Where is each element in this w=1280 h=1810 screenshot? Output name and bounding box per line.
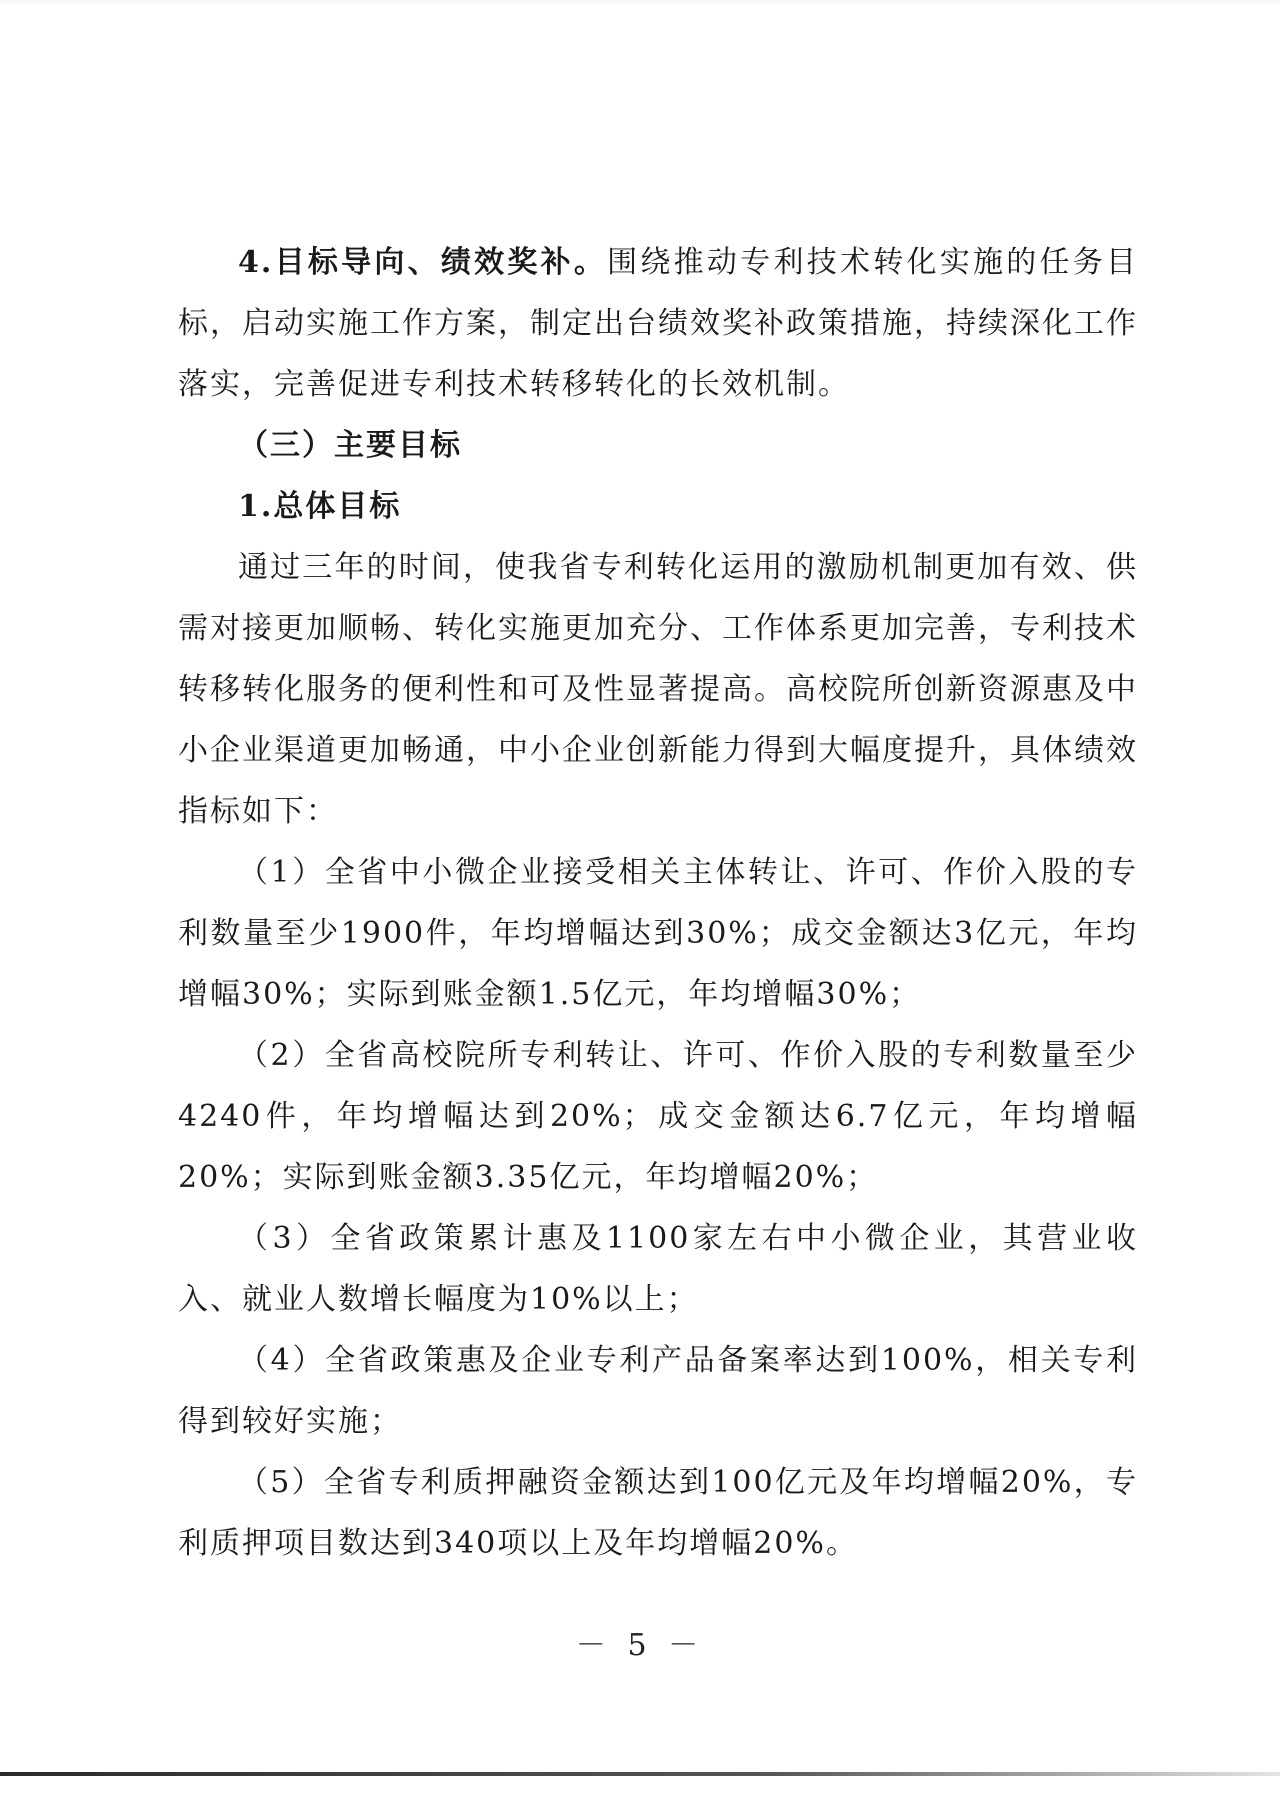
paragraph-overall-goal: 通过三年的时间，使我省专利转化运用的激励机制更加有效、供需对接更加顺畅、转化实施更加充分、工作体系更加完善，专利技术转移转化服务的便利性和可及性显著提高。高校院所创新资源惠及中小企业渠道更加畅通，中小企业创新能力得到大幅度提升，具体绩效指标如下：: [178, 550, 1138, 829]
document-body: [178, 232, 1138, 1574]
paragraph-goal-oriented: [178, 232, 1138, 415]
scan-shade: [0, 0, 1280, 6]
list-item-5: （5）全省专利质押融资金额达到100亿元及年均增幅20%，专利质押项目数达到340项以上及年均增幅20%。: [178, 1465, 1138, 1561]
paragraph-text: 围绕推动专利技术转化实施的任务目标，启动实施工作方案，制定出台绩效奖补政策措施，持续深化工作落实，完善促进专利技术转移转化的长效机制。: [178, 245, 1139, 402]
section-heading-main-goals: （三）主要目标: [238, 428, 462, 463]
subsection-heading-overall-goal: 1.总体目标: [238, 489, 402, 524]
list-item-4: （4）全省政策惠及企业专利产品备案率达到100%，相关专利得到较好实施；: [178, 1343, 1138, 1439]
paragraph-lead-heading: 4.目标导向、绩效奖补。: [238, 245, 608, 280]
scan-edge-line: [0, 1772, 1280, 1776]
page-number: － 5 －: [575, 1628, 705, 1663]
list-item-2: （2）全省高校院所专利转让、许可、作价入股的专利数量至少4240件，年均增幅达到20%；成交金额达6.7亿元，年均增幅20%；实际到账金额3.35亿元，年均增幅20%；: [178, 1038, 1138, 1195]
list-item-3: （3）全省政策累计惠及1100家左右中小微企业，其营业收入、就业人数增长幅度为10%以上；: [178, 1221, 1138, 1317]
list-item-1: （1）全省中小微企业接受相关主体转让、许可、作价入股的专利数量至少1900件，年均增幅达到30%；成交金额达3亿元，年均增幅30%；实际到账金额1.5亿元，年均增幅30%；: [178, 855, 1138, 1012]
